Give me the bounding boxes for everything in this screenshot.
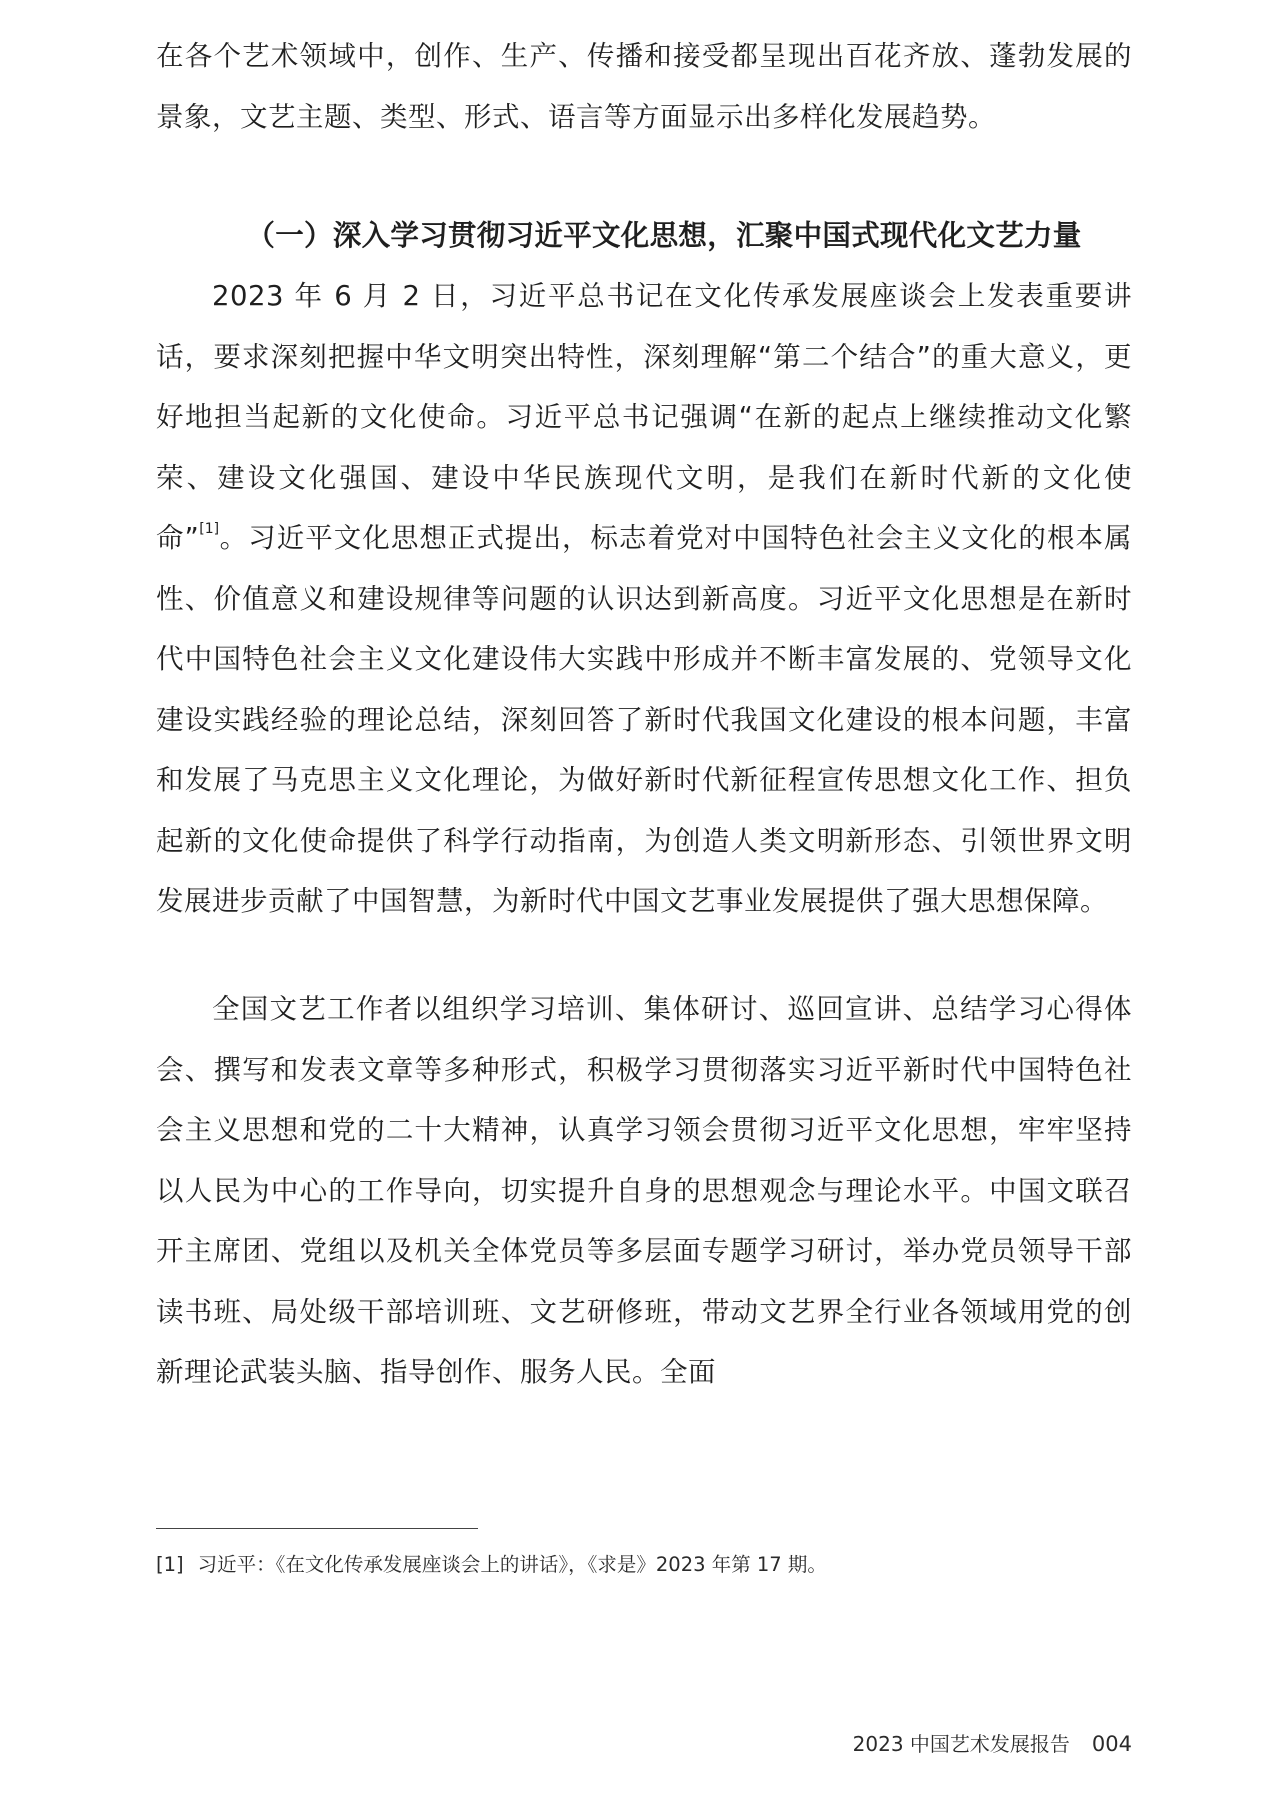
body-paragraph (156, 266, 1132, 932)
continuation-paragraph: 在各个艺术领域中，创作、生产、传播和接受都呈现出百花齐放、蓬勃发展的景象，文艺主题、类型、形式、语言等方面显示出多样化发展趋势。 (156, 40, 1132, 133)
footnote-reference[interactable]: [1] (199, 521, 220, 537)
footnote-divider (156, 1528, 478, 1529)
body-paragraph: 全国文艺工作者以组织学习培训、集体研讨、巡回宣讲、总结学习心得体会、撰写和发表文章等多种形式，积极学习贯彻落实习近平新时代中国特色社会主义思想和党的二十大精神，认真学习领会贯彻习近平文化思想，牢牢坚持以人民为中心的工作导向，切实提升自身的思想观念与理论水平。中国文联召开主席团、党组以及机关全体党员等多层面专题学习研讨，举办党员领导干部读书班、局处级干部培训班、文艺研修班，带动文艺界全行业各领域用党的创新理论武装头脑、指导创作、服务人民。全面 (156, 993, 1132, 1388)
section-heading: （一）深入学习贯彻习近平文化思想，汇聚中国式现代化文艺力量 (246, 219, 1082, 252)
footnote-marker: [1] (156, 1553, 184, 1576)
page-number: 004 (1091, 1732, 1132, 1756)
book-title: 2023 中国艺术发展报告 (852, 1732, 1070, 1756)
paragraph-text: 。习近平文化思想正式提出，标志着党对中国特色社会主义文化的根本属性、价值意义和建设规律等问题的认识达到新高度。习近平文化思想是在新时代中国特色社会主义文化建设伟大实践中形成并不断丰富发展的、党领导文化建设实践经验的理论总结，深刻回答了新时代我国文化建设的根本问题，丰富和发展了马克思主义文化理论，为做好新时代新征程宣传思想文化工作、担负起新的文化使命提供了科学行动指南，为创造人类文明新形态、引领世界文明发展进步贡献了中国智慧，为新时代中国文艺事业发展提供了强大思想保障。 (156, 522, 1133, 917)
footnote-text: 习近平：《在文化传承发展座谈会上的讲话》，《求是》2023 年第 17 期。 (197, 1553, 827, 1576)
running-footer (853, 1729, 1132, 1759)
paragraph-text: 2023 年 6 月 2 日，习近平总书记在文化传承发展座谈会上发表重要讲话，要求深刻把握中华文明突出特性，深刻理解“第二个结合”的重大意义，更好地担当起新的文化使命。习近平总书记强调“在新的起点上继续推动文化繁荣、建设文化强国、建设中华民族现代文明，是我们在新时代新的文化使命” (156, 280, 1132, 554)
footnote (156, 1550, 827, 1580)
